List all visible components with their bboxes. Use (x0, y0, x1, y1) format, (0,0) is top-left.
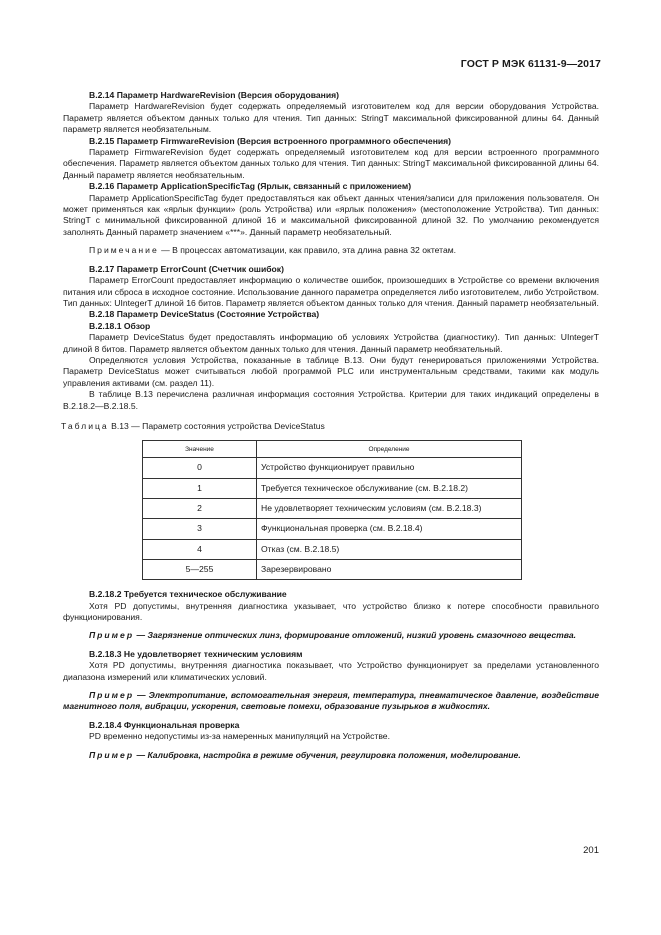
section-b-2-18-1-text-3: В таблице B.13 перечислена различная информация состояния Устройства. Критерии для таких индикаций определены в B.2.18.2—B.2.18.5. (63, 389, 599, 411)
section-b-2-18-1-text-1: Параметр DeviceStatus будет предоставлять информацию об условиях Устройства (диагностику). Тип данных: UIntegerT длиной 8 битов. Параметр является объектом данных только для чтения. Данный параметр необязательный. (63, 332, 599, 354)
status-definition: Не удовлетворяет техническим условиям (см. B.2.18.3) (257, 498, 522, 518)
status-value: 4 (143, 539, 257, 559)
section-b-2-18-3-text: Хотя PD допустимы, внутренняя диагностика показывает, что Устройство функционирует за пределами установленного диапазона измерений или климатических условий. (63, 660, 599, 682)
device-status-table (142, 440, 522, 580)
page-content (63, 90, 599, 761)
status-definition: Отказ (см. B.2.18.5) (257, 539, 522, 559)
status-definition: Функциональная проверка (см. B.2.18.4) (257, 519, 522, 539)
status-value: 3 (143, 519, 257, 539)
example-text: — Загрязнение оптических линз, формирование отложений, низкий уровень смазочного вещества. (134, 630, 577, 641)
page-number: 201 (583, 845, 599, 856)
status-definition: Зарезервировано (257, 559, 522, 579)
table-row (143, 498, 522, 518)
section-b-2-18-4-text: PD временно недопустимы из-за намеренных манипуляций на Устройстве. (89, 731, 390, 742)
section-b-2-18-4-title: B.2.18.4 Функциональная проверка (89, 719, 240, 730)
section-b-2-18-3-title: B.2.18.3 Не удовлетворяет техническим условиям (89, 648, 303, 659)
section-b-2-17-title: B.2.17 Параметр ErrorCount (Счетчик ошибок) (89, 263, 284, 274)
section-b-2-15-title: B.2.15 Параметр FirmwareRevision (Версия встроенного программного обеспечения) (89, 135, 452, 146)
section-b-2-17-text: Параметр ErrorCount предоставляет информацию о количестве ошибок, произошедших в Устройстве со времени включения питания или сброса в исходное состояние. Использование данного параметра определяется либо изготовителем, либо Устройством. Тип данных: UIntegerT длиной 16 битов. Параметр является объектом данных только для чтения. Данный параметр необязательный. (63, 275, 599, 308)
section-b-2-18-2-text: Хотя PD допустимы, внутренняя диагностика указывает, что устройство близко к потере способности правильного функционирования. (63, 600, 599, 622)
column-header-definition: Определение (257, 441, 522, 458)
example-text: — Калибровка, настройка в режиме обучения, регулировка положения, моделирование. (134, 749, 521, 760)
section-b-2-14-text: Параметр HardwareRevision будет содержать определяемый изготовителем код для версии оборудования Устройства. Параметр является объектом данных только для чтения. Тип данных: StringT максимальной фиксированной длины 64. Данный параметр является необязательным. (63, 101, 599, 135)
table-caption-label: Таблица (61, 420, 109, 431)
section-b-2-18-1-text-2: Определяются условия Устройства, показанные в таблице B.13. Они будут генерироваться приложениями Устройства. Параметр DeviceStatus может считываться любой программой PLC или инструментальным средствами, такими как модуль управления активами (см. раздел 11). (63, 354, 599, 388)
section-b-2-18-title: B.2.18 Параметр DeviceStatus (Состояние Устройства) (89, 309, 320, 320)
column-header-value: Значение (143, 441, 257, 458)
example-label: Пример (89, 690, 135, 700)
table-row (143, 458, 522, 478)
status-value: 2 (143, 498, 257, 518)
note-text: — В процессах автоматизации, как правило, эта длина равна 32 октетам. (158, 245, 457, 256)
note (63, 245, 599, 256)
example-text: — Электропитание, вспомогательная энергия, температура, пневматическое давление, воздействие магнитного поля, вибрации, ускорения, световые помехи, образование пузырьков в жидкостях. (63, 690, 599, 712)
standard-header: ГОСТ Р МЭК 61131-9—2017 (460, 58, 601, 70)
section-b-2-18-1-title: B.2.18.1 Обзор (89, 320, 151, 331)
note-label: Примечание (89, 245, 159, 256)
table-header-row (143, 441, 522, 458)
table-row (143, 539, 522, 559)
section-b-2-16-text: Параметр ApplicationSpecificTag будет предоставляться как объект данных чтения/записи для приложения пользователя. Он может применяться как «ярлык функции» (роль Устройства) или «ярлык положения» (местоположение Устройства). Тип данных: StringT с минимальной фиксированной длиной 16 и максимальной фиксированной длиной 32. По умолчанию рекомендуется заполнять Данный параметр значением «***». Данный параметр необязательный. (63, 192, 599, 237)
section-b-2-18-2-title: B.2.18.2 Требуется техническое обслуживание (89, 589, 287, 600)
status-definition: Устройство функционирует правильно (257, 458, 522, 478)
status-value: 5—255 (143, 559, 257, 579)
table-row (143, 559, 522, 579)
table-caption-text: B.13 — Параметр состояния устройства DeviceStatus (108, 420, 325, 431)
example-b-2-18-2 (63, 630, 599, 641)
status-definition: Требуется техническое обслуживание (см. B.2.18.2) (257, 478, 522, 498)
section-b-2-16-title: B.2.16 Параметр ApplicationSpecificTag (Ярлык, связанный с приложением) (89, 181, 412, 192)
example-label: Пример (89, 749, 135, 760)
status-value: 0 (143, 458, 257, 478)
example-b-2-18-4 (63, 750, 599, 761)
example-b-2-18-3 (63, 690, 599, 713)
table-row (143, 519, 522, 539)
status-value: 1 (143, 478, 257, 498)
example-label: Пример (89, 630, 135, 641)
section-b-2-14-title: B.2.14 Параметр HardwareRevision (Версия оборудования) (89, 90, 340, 100)
section-b-2-15-text: Параметр FirmwareRevision будет содержать определяемый изготовителем код для версии встроенного программного обеспечения. Параметр является объектом данных только для чтения. Тип данных: StringT максимальной фиксированной длины 64. Данный параметр является необязательным. (63, 147, 599, 180)
table-row (143, 478, 522, 498)
table-caption (61, 421, 599, 432)
